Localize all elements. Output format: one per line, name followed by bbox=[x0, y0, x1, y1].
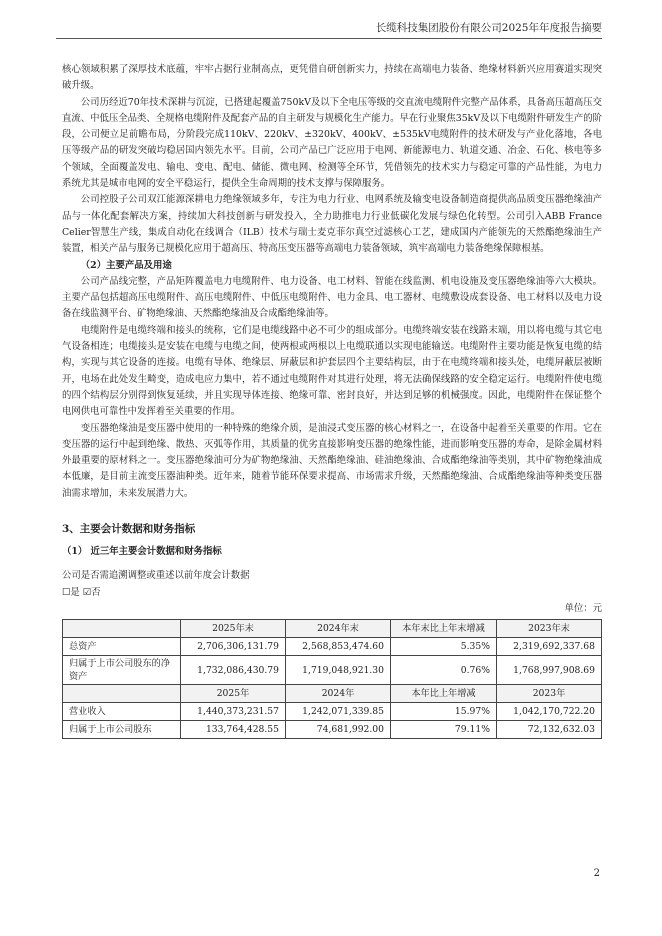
table-row bbox=[63, 638, 602, 656]
paragraph: 核心领域积累了深厚技术底蕴，牢牢占据行业制高点，更凭借自研创新实力，持续在高端电力装备、绝缘材料新兴应用赛道实现突破升级。 bbox=[62, 64, 602, 92]
table-cell: 5.35% bbox=[391, 638, 497, 656]
table-cell: 0.76% bbox=[391, 656, 497, 685]
row-label: 营业收入 bbox=[63, 703, 181, 721]
paragraph: 变压器绝缘油是变压器中使用的一种特殊的绝缘介质，是油浸式变压器的核心材料之一，在设备中起着至关重要的作用。它在变压器的运行中起到绝缘、散热、灭弧等作用，其质量的优劣直接影响变压器的绝缘性能，进而影响变压器的寿命，是除金属材料外最重要的原材料之一。变压器绝缘油可分为矿物绝缘油、天然酯绝缘油、硅油绝缘油、合成酯绝缘油等类别，其中矿物绝缘油成本低廉，是目前主流变压器油种类。近年来，随着节能环保要求提高、市场需求升级，天然酯绝缘油、合成酯绝缘油等种类变压器油需求增加，未来发展潜力大。 bbox=[62, 422, 602, 499]
table-cell: 1,732,086,430.79 bbox=[181, 656, 286, 685]
table-header-cell: 2025年 bbox=[181, 685, 286, 703]
restate-question: 公司是否需追溯调整或重述以前年度会计数据 bbox=[62, 570, 250, 582]
table-cell: 15.97% bbox=[391, 703, 497, 721]
section-title: 3、主要会计数据和财务指标 bbox=[62, 523, 196, 536]
table-cell: 1,768,997,908.69 bbox=[496, 656, 601, 685]
table-cell: 2,706,306,131.79 bbox=[181, 638, 286, 656]
table-cell: 1,440,373,231.57 bbox=[181, 703, 286, 721]
row-label: 归属于上市公司股东的净资产 bbox=[63, 656, 181, 685]
table-header-cell: 2023年 bbox=[496, 685, 601, 703]
table-row bbox=[63, 656, 602, 685]
table-header-cell: 2024年 bbox=[286, 685, 391, 703]
table-header-row bbox=[63, 685, 602, 703]
table-cell: 79.11% bbox=[391, 721, 497, 739]
paragraph: 公司历经近70年技术深耕与沉淀，已搭建起覆盖750kV及以下全电压等级的交直流电缆附件完整产品体系，具备高压超高压交直流、中低压全品类、全规格电缆附件及配套产品的自主研发与规模化生产能力。早在行业聚焦35kV及以下电缆附件研发生产的阶段，公司便立足前瞻布局，分阶段完成110kV、220kV、±320kV、400kV、±535kV电缆附件的技术研发与产业化落地，各电压等级产品的研发突破均稳居国内领先水平。目前，公司产品已广泛应用于电网、新能源电力、轨道交通、冶金、石化、核电等多个领域，全面覆盖发电、输电、变电、配电、储能、微电网、检测等全环节，凭借领先的技术实力与稳定可靠的产品性能，为电力系统尤其是城市电网的安全平稳运行，提供全生命周期的技术支撑与保障服务。 bbox=[62, 96, 603, 190]
table-header-cell: 2025年末 bbox=[181, 620, 286, 638]
table-row bbox=[63, 721, 602, 739]
table-cell: 133,764,428.55 bbox=[181, 721, 286, 739]
table-header-cell bbox=[63, 685, 181, 703]
page-header: 长缆科技集团股份有限公司2025年年度报告摘要 bbox=[56, 20, 602, 39]
paragraph: 公司控股子公司双江能源深耕电力绝缘领域多年，专注为电力行业、电网系统及输变电设备制造商提供高品质变压器绝缘油产品与一体化配套解决方案，持续加大科技创新与研发投入，全力助推电力行业低碳化发展与绿色化转型。公司引入ABB France Celier智慧生产线，集成自动化在线调合（ILB）技术与瑞士麦克菲尔真空过滤核心工艺，建成国内产能领先的天然酯绝缘油生产装置，相关产品与服务已规模化应用于超高压、特高压变压器等高端电力装备领域，筑牢高端电力装备绝缘保障根基。 bbox=[62, 194, 602, 255]
subheading-accounting: （1） 近三年主要会计数据和财务指标 bbox=[62, 546, 222, 558]
table-header-cell: 2024年末 bbox=[286, 620, 391, 638]
financial-table bbox=[62, 619, 602, 739]
table-cell: 1,719,048,921.30 bbox=[286, 656, 391, 685]
paragraph: 公司产品线完整，产品矩阵覆盖电力电缆附件、电力设备、电工材料、智能在线监测、机电设施及变压器绝缘油等六大模块。主要产品包括超高压电缆附件、高压电缆附件、中低压电缆附件、电力金具、电工器材、电缆敷设成套设备、电工材料以及电力设备在线监测平台、矿物绝缘油、天然酯绝缘油及合成酯绝缘油等。 bbox=[62, 275, 602, 320]
table-header-row bbox=[63, 620, 602, 638]
unit-label: 单位：元 bbox=[564, 602, 602, 614]
table-cell: 2,319,692,337.68 bbox=[496, 638, 601, 656]
row-label: 总资产 bbox=[63, 638, 181, 656]
paragraph: 电缆附件是电缆终端和接头的统称，它们是电缆线路中必不可少的组成部分。电缆终端安装在线路末端，用以将电缆与其它电气设备相连；电缆接头是安装在电缆与电缆之间，使两根或两根以上电缆联通以实现电能输送。电缆附件主要功能是恢复电缆的结构，实现与其它设备的连接。电缆有导体、绝缘层、屏蔽层和护套层四个主要结构层，由于在电缆终端和接头处，电缆屏蔽层被断开，电场在此处发生畸变，造成电应力集中，若不通过电缆附件对其进行处理，将无法确保线路的安全稳定运行。电缆附件使电缆的四个结构层分别得到恢复延续，并且实现导体连接、绝缘可靠、密封良好，并达到足够的机械强度。因此，电缆附件在保证整个电网供电可靠性中发挥着至关重要的作用。 bbox=[62, 324, 602, 418]
table-cell: 1,242,071,339.85 bbox=[286, 703, 391, 721]
restate-answer: ☐是 ☑否 bbox=[62, 586, 101, 598]
subheading-products: （2）主要产品及用途 bbox=[80, 259, 172, 271]
table-cell: 2,568,853,474.60 bbox=[286, 638, 391, 656]
table-cell: 72,132,632.03 bbox=[496, 721, 601, 739]
table-row bbox=[63, 703, 602, 721]
table-header-cell bbox=[63, 620, 181, 638]
table-header-cell: 2023年末 bbox=[496, 620, 601, 638]
table-header-cell: 本年末比上年末增减 bbox=[391, 620, 497, 638]
row-label: 归属于上市公司股东 bbox=[63, 721, 181, 739]
document-body bbox=[62, 62, 602, 739]
page-number: 2 bbox=[593, 868, 600, 879]
table-cell: 74,681,992.00 bbox=[286, 721, 391, 739]
table-cell: 1,042,170,722.20 bbox=[496, 703, 601, 721]
table-header-cell: 本年比上年增减 bbox=[391, 685, 497, 703]
